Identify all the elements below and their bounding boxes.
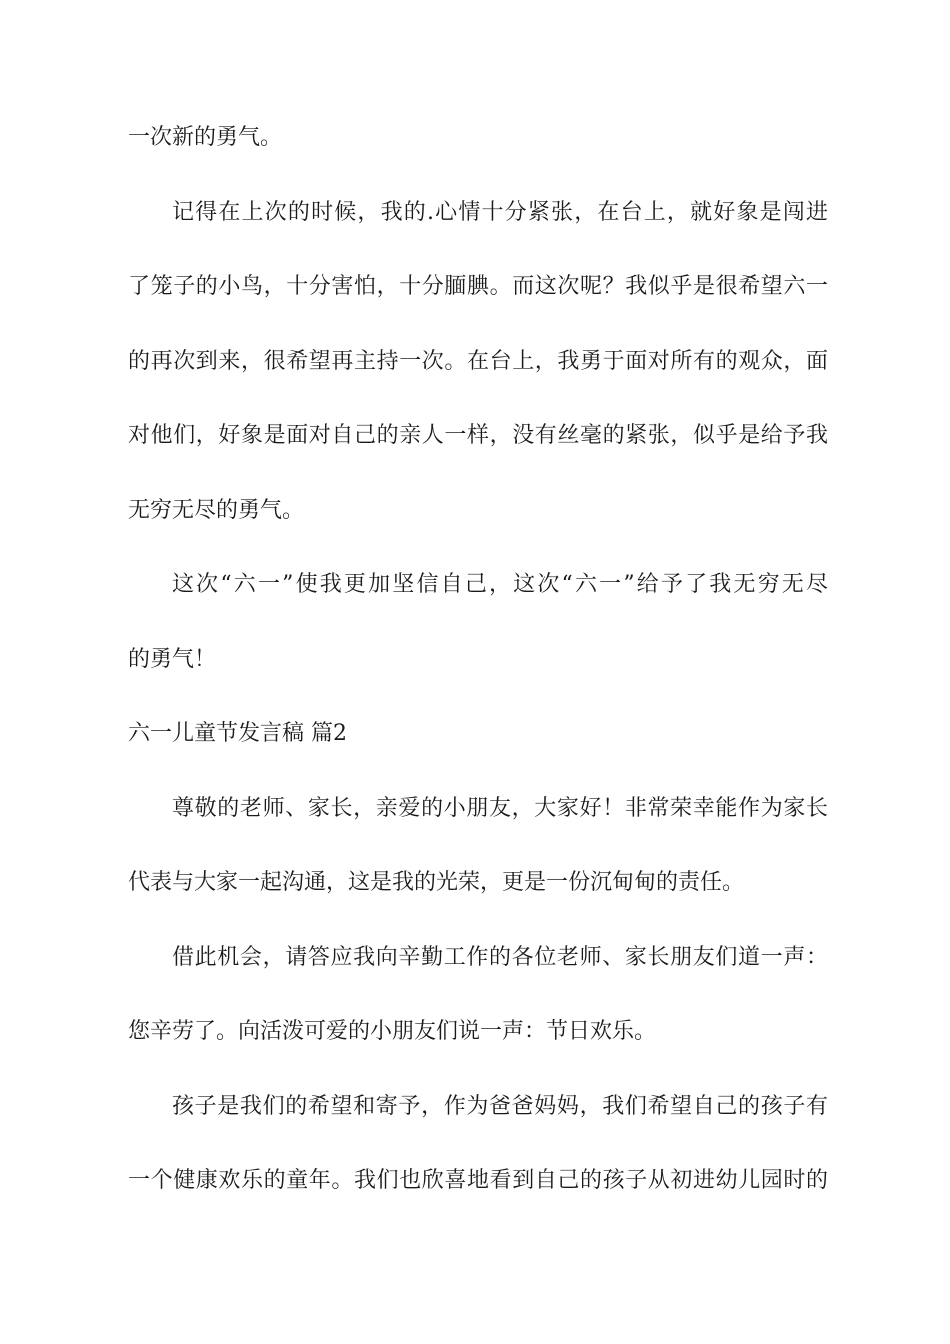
paragraph-line: 孩子是我们的希望和寄予，作为爸爸妈妈，我们希望自己的孩子有 <box>172 1094 828 1119</box>
paragraph-line: 了笼子的小鸟，十分害怕，十分腼腆。而这次呢？我似乎是很希望六一 <box>128 274 828 299</box>
paragraph-line: 对他们，好象是面对自己的亲人一样，没有丝毫的紧张，似乎是给予我 <box>128 423 828 448</box>
paragraph-line: 无穷无尽的勇气。 <box>128 498 305 523</box>
paragraph-line: 尊敬的老师、家长，亲爱的小朋友，大家好！非常荣幸能作为家长 <box>172 796 828 821</box>
paragraph-line: 借此机会，请答应我向辛勤工作的各位老师、家长朋友们道一声： <box>172 945 828 970</box>
paragraph-line: 代表与大家一起沟通，这是我的光荣，更是一份沉甸甸的责任。 <box>128 870 745 895</box>
paragraph-line: 的再次到来，很希望再主持一次。在台上，我勇于面对所有的观众，面 <box>128 349 828 374</box>
paragraph-line: 这次“六一”使我更加坚信自己，这次“六一”给予了我无穷无尽 <box>172 572 828 597</box>
paragraph-line: 一次新的勇气。 <box>128 125 283 150</box>
paragraph-line: 一个健康欢乐的童年。我们也欣喜地看到自己的孩子从初进幼儿园时的 <box>128 1168 828 1193</box>
paragraph-line: 您辛劳了。向活泼可爱的小朋友们说一声：节日欢乐。 <box>128 1019 657 1044</box>
section-heading: 六一儿童节发言稿 篇2 <box>128 721 347 746</box>
paragraph-line: 记得在上次的时候，我的.心情十分紧张，在台上，就好象是闯进 <box>172 200 828 225</box>
paragraph-line: 的勇气！ <box>128 647 217 672</box>
